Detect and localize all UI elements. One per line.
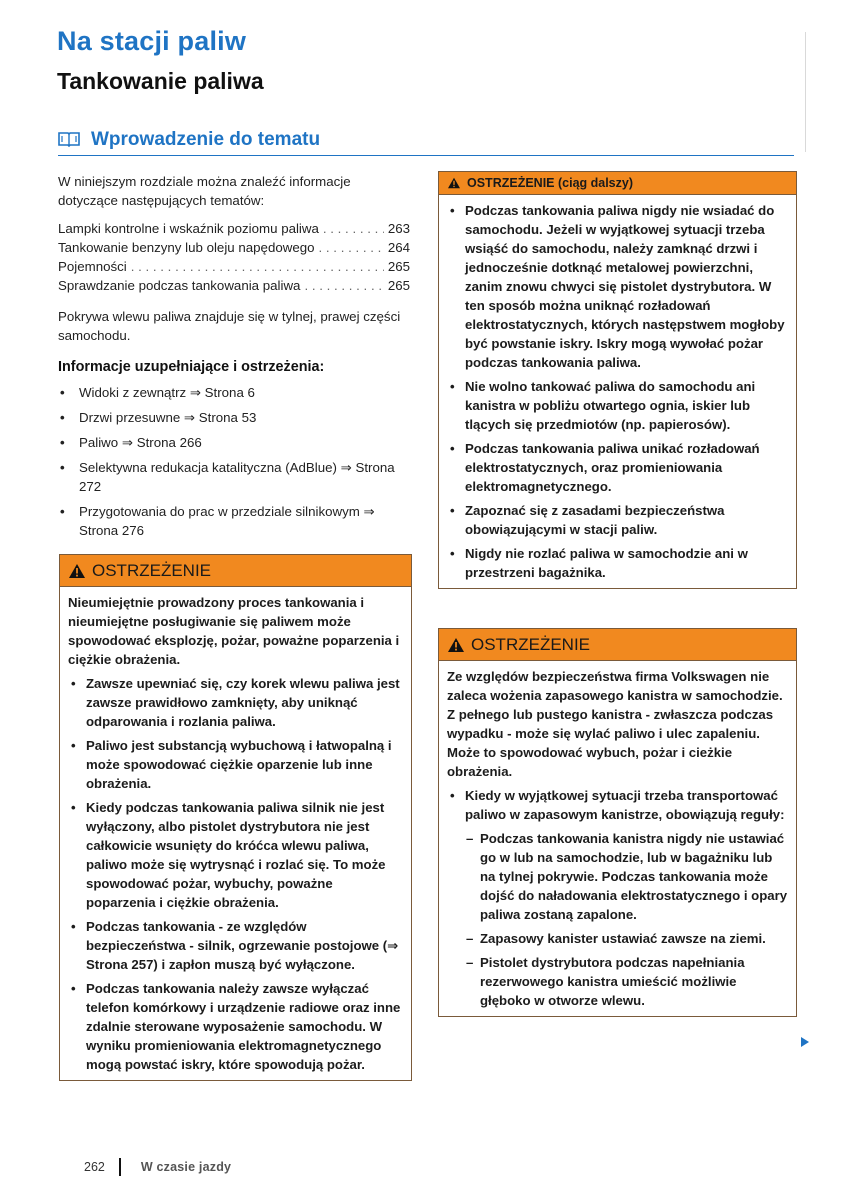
warning-item: • Podczas tankowania - ze względów bezpieczeństwa - silnik, ogrzewanie postojowe (⇒ Strona 257) i zapłon muszą być wyłączone. bbox=[68, 917, 403, 974]
reference-link[interactable]: • Przygotowania do prac w przedziale silnikowym ⇒ Strona 276 bbox=[58, 502, 410, 540]
warning-item: • Podczas tankowania paliwa unikać rozładowań elektrostatycznych, oraz promieniowania elektromagnetycznego. bbox=[447, 439, 788, 496]
warning-item: • Nigdy nie rozlać paliwa w samochodzie ani w przestrzeni bagażnika. bbox=[447, 544, 788, 582]
toc-row[interactable]: Pojemności . . . 265 bbox=[58, 257, 410, 276]
warning-body bbox=[439, 195, 796, 588]
intro-column bbox=[58, 172, 410, 546]
warning-item: • Kiedy w wyjątkowej sytuacji trzeba transportować paliwo w zapasowym kanistrze, obowiązują reguły: bbox=[447, 786, 788, 824]
running-title: W czasie jazdy bbox=[140, 1160, 232, 1174]
margin-rule bbox=[805, 32, 806, 152]
warning-body bbox=[60, 587, 411, 1080]
warning-lead: Nieumiejętnie prowadzony proces tankowania i nieumiejętne posługiwanie się paliwem może spowodować eksplozję, pożar, poważne poparzenia i ciężkie obrażenia. bbox=[68, 595, 400, 667]
warning-item: • Podczas tankowania paliwa nigdy nie wsiadać do samochodu. Jeżeli w wyjątkowej sytuacji trzeba wsiąść do samochodu, należy zamknąć drzwi i jednocześnie dotknąć metalowej powierzchni, zanim znowu chwyci się pistolet dystrybutora. W ten sposób można uniknąć rozładowań elektrostatycznych, których następstwem mogłoby być powstanie iskry. Iskry mogą wywołać pożar podczas tankowania paliwa. bbox=[447, 201, 788, 372]
warning-body bbox=[439, 661, 796, 1016]
warning-item: • Nie wolno tankować paliwa do samochodu ani kanistra w pobliżu otwartego ognia, iskier lub tlących się przedmiotów (np. papierosów). bbox=[447, 377, 788, 434]
warning-triangle-icon bbox=[68, 563, 86, 579]
warning-item: • Podczas tankowania należy zawsze wyłączać telefon komórkowy i urządzenie radiowe oraz inne zdalnie sterowane wyposażenie samochodu. W wyniku promieniowania elektromagnetycznego mogą powstać iskry, które spowodują pożar. bbox=[68, 979, 403, 1074]
toc-row[interactable]: Sprawdzanie podczas tankowania paliwa . . . 265 bbox=[58, 276, 410, 295]
warning-header bbox=[60, 555, 411, 587]
warning-triangle-icon bbox=[447, 177, 461, 189]
reference-link[interactable]: • Widoki z zewnątrz ⇒ Strona 6 bbox=[58, 383, 410, 402]
toc-row[interactable]: Tankowanie benzyny lub oleju napędowego . . . 264 bbox=[58, 238, 410, 257]
intro-heading bbox=[58, 127, 794, 156]
page-number: 262 bbox=[84, 1160, 105, 1174]
warning-triangle-icon bbox=[447, 637, 465, 653]
book-icon bbox=[58, 131, 80, 147]
fuel-lid-note: Pokrywa wlewu paliwa znajduje się w tylnej, prawej części samochodu. bbox=[58, 309, 401, 343]
toc-list bbox=[58, 219, 410, 295]
section-title: Tankowanie paliwa bbox=[57, 68, 264, 94]
warning-subitem: – Podczas tankowania kanistra nigdy nie ustawiać go w lub na samochodzie, lub w bagażniku lub na tylnej pokrywie. Podczas tankowania może dojść do naładowania elektrostatycznego i opary paliwa zostaną zapalone. bbox=[447, 829, 788, 924]
warning-header bbox=[439, 172, 796, 195]
warning-box-refueling bbox=[59, 554, 412, 1081]
warning-item: • Kiedy podczas tankowania paliwa silnik nie jest wyłączony, albo pistolet dystrybutora nie jest całkowicie wsunięty do króćca wlewu paliwa, paliwo może się wytrysnąć i rozlać się. To może spowodować pożar, wybuchy, poważne poparzenia i ciężkie obrażenia. bbox=[68, 798, 403, 912]
reference-link[interactable]: • Drzwi przesuwne ⇒ Strona 53 bbox=[58, 408, 410, 427]
intro-heading-text: Wprowadzenie do tematu bbox=[91, 129, 321, 150]
warning-subitem: – Pistolet dystrybutora podczas napełniania rezerwowego kanistra umieścić możliwie głęboko w otworze wlewu. bbox=[447, 953, 788, 1010]
info-heading: Informacje uzupełniające i ostrzeżenia: bbox=[58, 359, 325, 375]
warning-title: OSTRZEŻENIE bbox=[471, 634, 591, 654]
intro-lead: W niniejszym rozdziale można znaleźć informacje dotyczące następujących tematów: bbox=[58, 174, 351, 208]
toc-row[interactable]: Lampki kontrolne i wskaźnik poziomu paliwa . . . 263 bbox=[58, 219, 410, 238]
warning-title: OSTRZEŻENIE bbox=[92, 560, 212, 580]
reference-list bbox=[58, 383, 410, 540]
warning-lead: Ze względów bezpieczeństwa firma Volkswagen nie zaleca wożenia zapasowego kanistra w samochodzie. Z pełnego lub pustego kanistra - zwłaszcza podczas wypadku - może się wylać paliwo i ulec zapaleniu. Może to spowodować wybuch, pożar i cieżkie obrażenia. bbox=[447, 669, 783, 779]
reference-link[interactable]: • Paliwo ⇒ Strona 266 bbox=[58, 433, 410, 452]
continue-arrow-icon bbox=[800, 1036, 810, 1048]
warning-header bbox=[439, 629, 796, 661]
footer-divider bbox=[119, 1158, 121, 1176]
warning-item: • Paliwo jest substancją wybuchową i łatwopalną i może spowodować ciężkie oparzenie lub inne obrażenia. bbox=[68, 736, 403, 793]
page-footer bbox=[84, 1158, 231, 1176]
reference-link[interactable]: • Selektywna redukacja katalityczna (AdBlue) ⇒ Strona 272 bbox=[58, 458, 410, 496]
warning-item: • Zawsze upewniać się, czy korek wlewu paliwa jest zawsze prawidłowo zamknięty, aby uniknąć odparowania i rozlania paliwa. bbox=[68, 674, 403, 731]
warning-subitem: – Zapasowy kanister ustawiać zawsze na ziemi. bbox=[447, 929, 788, 948]
warning-title: OSTRZEŻENIE (ciąg dalszy) bbox=[467, 176, 634, 190]
warning-box-continued bbox=[438, 171, 797, 589]
chapter-title: Na stacji paliw bbox=[57, 26, 247, 56]
warning-box-canister bbox=[438, 628, 797, 1017]
warning-item: • Zapoznać się z zasadami bezpieczeństwa obowiązującymi w stacji paliw. bbox=[447, 501, 788, 539]
